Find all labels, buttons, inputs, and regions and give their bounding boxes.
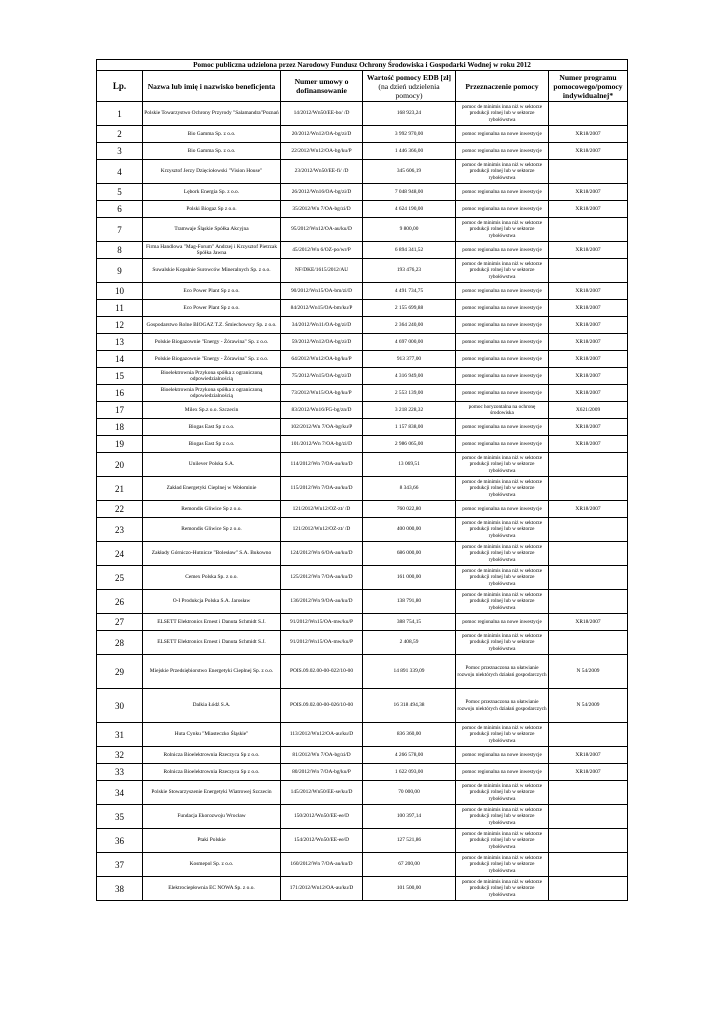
row-lp-cell: 11 xyxy=(97,300,143,317)
aid-value-cell: 3 218 228,32 xyxy=(363,402,456,419)
contract-number-cell: 171/2012/Wn12/OA-au/ku/D xyxy=(281,877,363,901)
aid-value-cell: 4 266 578,00 xyxy=(363,747,456,764)
header-beneficiary: Nazwa lub imię i nazwisko beneficjenta xyxy=(143,71,281,102)
program-number-cell: XR18/2007 xyxy=(549,317,628,334)
purpose-cell: pomoc de minimis inna niż w sektorze produkcji rolnej lub w sektorze rybołówstwa xyxy=(456,542,549,566)
program-number-cell: XR18/2007 xyxy=(549,385,628,402)
table-row xyxy=(97,566,628,590)
beneficiary-cell: Rolnicza Bioelektrownia Rzeczyca Sp z o.o. xyxy=(143,747,281,764)
aid-value-cell: 67 200,00 xyxy=(363,853,456,877)
beneficiary-cell: Zakłady Górniczo-Hutnicze "Bolesław" S.A. Bukowno xyxy=(143,542,281,566)
program-number-cell xyxy=(549,829,628,853)
purpose-cell: pomoc de minimis inna niż w sektorze produkcji rolnej lub w sektorze rybołówstwa xyxy=(456,477,549,501)
aid-value-cell: 1 157 838,00 xyxy=(363,419,456,436)
purpose-cell: pomoc regionalna na nowe inwestycje xyxy=(456,419,549,436)
document-title: Pomoc publiczna udzielona przez Narodowy Fundusz Ochrony Środowiska i Gospodarki Wodnej w roku 2012 xyxy=(97,60,628,71)
contract-number-cell: 45/2012/Wn 6/OZ-po/wr/P xyxy=(281,242,363,259)
table-row xyxy=(97,614,628,631)
purpose-cell: pomoc de minimis inna niż w sektorze produkcji rolnej lub w sektorze rybołówstwa xyxy=(456,218,549,242)
aid-document xyxy=(96,59,627,901)
contract-number-cell: 95/2012/Wn12/OA-au/ku/D xyxy=(281,218,363,242)
row-lp-cell: 12 xyxy=(97,317,143,334)
row-lp-cell: 14 xyxy=(97,351,143,368)
table-row xyxy=(97,126,628,143)
purpose-cell: pomoc de minimis inna niż w sektorze produkcji rolnej lub w sektorze rybołówstwa xyxy=(456,853,549,877)
beneficiary-cell: Lębork Energia Sp. z o.o. xyxy=(143,184,281,201)
purpose-cell: pomoc regionalna na nowe inwestycje xyxy=(456,385,549,402)
row-lp-cell: 8 xyxy=(97,242,143,259)
beneficiary-cell: Unilever Polska S.A. xyxy=(143,453,281,477)
beneficiary-cell: Remondis Gliwice Sp z o.o. xyxy=(143,501,281,518)
table-row xyxy=(97,283,628,300)
table-row xyxy=(97,436,628,453)
purpose-cell: pomoc regionalna na nowe inwestycje xyxy=(456,242,549,259)
program-number-cell: XR18/2007 xyxy=(549,126,628,143)
aid-value-cell: 2 986 065,00 xyxy=(363,436,456,453)
beneficiary-cell: Biogas East Sp z o.o. xyxy=(143,436,281,453)
program-number-cell: XR18/2007 xyxy=(549,242,628,259)
table-row xyxy=(97,542,628,566)
aid-value-cell: 4 491 734,75 xyxy=(363,283,456,300)
beneficiary-cell: Firma Handlowa "Mag-Forum" Andrzej i Krzysztof Pietrzak Spółka Jawna xyxy=(143,242,281,259)
contract-number-cell: 145/2012/Wn50/EE-se/ku/D xyxy=(281,781,363,805)
aid-value-cell: 9 800,00 xyxy=(363,218,456,242)
row-lp-cell: 24 xyxy=(97,542,143,566)
program-number-cell xyxy=(549,259,628,283)
aid-value-cell: 913 377,00 xyxy=(363,351,456,368)
table-row xyxy=(97,218,628,242)
aid-value-cell: 1 446 366,00 xyxy=(363,143,456,160)
table-row xyxy=(97,143,628,160)
table-row xyxy=(97,518,628,542)
beneficiary-cell: Tramwaje Śląskie Spółka Akcyjna xyxy=(143,218,281,242)
table-row xyxy=(97,853,628,877)
contract-number-cell: 23/2012/Wn50/EE-fi/ /D xyxy=(281,160,363,184)
table-row xyxy=(97,334,628,351)
row-lp-cell: 31 xyxy=(97,723,143,747)
beneficiary-cell: Bioelektrownia Przykona spółka z ograniczoną odpowiedzialnością xyxy=(143,385,281,402)
purpose-cell: pomoc regionalna na nowe inwestycje xyxy=(456,184,549,201)
row-lp-cell: 4 xyxy=(97,160,143,184)
contract-number-cell: POIS.09.02.00-00-022/10-00 xyxy=(281,655,363,689)
purpose-cell: pomoc de minimis inna niż w sektorze produkcji rolnej lub w sektorze rybołówstwa xyxy=(456,518,549,542)
beneficiary-cell: Zakład Energetyki Cieplnej w Wołominie xyxy=(143,477,281,501)
program-number-cell: XR18/2007 xyxy=(549,419,628,436)
row-lp-cell: 35 xyxy=(97,805,143,829)
aid-value-cell: 127 521,86 xyxy=(363,829,456,853)
aid-value-cell: 2 155 699,88 xyxy=(363,300,456,317)
row-lp-cell: 13 xyxy=(97,334,143,351)
row-lp-cell: 20 xyxy=(97,453,143,477)
beneficiary-cell: O-I Produkcja Polska S.A. Jarosław xyxy=(143,590,281,614)
beneficiary-cell: Polskie Biogazownie "Energy - Żórawina" Sp. z o.o. xyxy=(143,351,281,368)
program-number-cell xyxy=(549,723,628,747)
contract-number-cell: 26/2012/Wn16/OA-bg/zi/D xyxy=(281,184,363,201)
beneficiary-cell: Ptaki Polskie xyxy=(143,829,281,853)
aid-value-cell: 168 923,24 xyxy=(363,102,456,126)
contract-number-cell: POIS.09.02.00-00-026/10-00 xyxy=(281,689,363,723)
aid-value-cell: 100 397,14 xyxy=(363,805,456,829)
purpose-cell: pomoc de minimis inna niż w sektorze produkcji rolnej lub w sektorze rybołówstwa xyxy=(456,723,549,747)
table-row xyxy=(97,201,628,218)
contract-number-cell: 102/2012/Wn 7/OA-bg/ku/P xyxy=(281,419,363,436)
beneficiary-cell: Rolnicza Bioelektrownia Rzeczyca Sp z o.o. xyxy=(143,764,281,781)
program-number-cell: N 54/2009 xyxy=(549,655,628,689)
table-row xyxy=(97,805,628,829)
program-number-cell: XR18/2007 xyxy=(549,184,628,201)
table-row xyxy=(97,747,628,764)
table-row xyxy=(97,402,628,419)
contract-number-cell: 121/2012/Wn12/OZ-zt/ /D xyxy=(281,518,363,542)
purpose-cell: pomoc de minimis inna niż w sektorze produkcji rolnej lub w sektorze rybołówstwa xyxy=(456,566,549,590)
table-row xyxy=(97,184,628,201)
aid-value-cell: 345 606,19 xyxy=(363,160,456,184)
beneficiary-cell: Bioelektrownia Przykona spółka z ograniczoną odpowiedzialnością xyxy=(143,368,281,385)
table-row xyxy=(97,877,628,901)
contract-number-cell: 91/2012/Wn15/OA-mw/ku/P xyxy=(281,614,363,631)
purpose-cell: pomoc regionalna na nowe inwestycje xyxy=(456,747,549,764)
row-lp-cell: 33 xyxy=(97,764,143,781)
beneficiary-cell: Suwalskie Kopalnie Surowców Mineralnych Sp. z o.o. xyxy=(143,259,281,283)
beneficiary-cell: Miejskie Przedsiębiorstwo Energetyki Cieplnej Sp. z o.o. xyxy=(143,655,281,689)
row-lp-cell: 15 xyxy=(97,368,143,385)
table-row xyxy=(97,259,628,283)
contract-number-cell: 91/2012/Wn15/OA-mw/ku/P xyxy=(281,631,363,655)
contract-number-cell: 73/2012/Wn15/OA-bg/ku/P xyxy=(281,385,363,402)
row-lp-cell: 37 xyxy=(97,853,143,877)
aid-value-cell: 400 000,00 xyxy=(363,518,456,542)
contract-number-cell: 14/2012/Wn50/EE-bo/ /D xyxy=(281,102,363,126)
program-number-cell: N 54/2009 xyxy=(549,689,628,723)
program-number-cell: XR18/2007 xyxy=(549,351,628,368)
purpose-cell: pomoc regionalna na nowe inwestycje xyxy=(456,334,549,351)
program-number-cell xyxy=(549,218,628,242)
purpose-cell: pomoc de minimis inna niż w sektorze produkcji rolnej lub w sektorze rybołówstwa xyxy=(456,781,549,805)
program-number-cell: XR18/2007 xyxy=(549,143,628,160)
contract-number-cell: 150/2012/Wn50/EE-ee/D xyxy=(281,805,363,829)
program-number-cell xyxy=(549,477,628,501)
row-lp-cell: 34 xyxy=(97,781,143,805)
program-number-cell xyxy=(549,853,628,877)
beneficiary-cell: Huta Cynku "Miasteczko Śląskie" xyxy=(143,723,281,747)
beneficiary-cell: Milex Sp.z o.o. Szczecin xyxy=(143,402,281,419)
contract-number-cell: 22/2012/Wn12/OA-bg/ku/P xyxy=(281,143,363,160)
header-purpose: Przeznaczenie pomocy xyxy=(456,71,549,102)
program-number-cell: XR18/2007 xyxy=(549,614,628,631)
purpose-cell: pomoc de minimis inna niż w sektorze produkcji rolnej lub w sektorze rybołówstwa xyxy=(456,829,549,853)
program-number-cell xyxy=(549,542,628,566)
beneficiary-cell: Bio Gamma Sp. z o.o. xyxy=(143,143,281,160)
contract-number-cell: 90/2012/Wn15/OA-bm/zi/D xyxy=(281,283,363,300)
contract-number-cell: 136/2012/Wn 9/OA-au/ku/D xyxy=(281,590,363,614)
row-lp-cell: 7 xyxy=(97,218,143,242)
header-contract-number: Numer umowy o dofinansowanie xyxy=(281,71,363,102)
table-row xyxy=(97,102,628,126)
table-row xyxy=(97,655,628,689)
row-lp-cell: 17 xyxy=(97,402,143,419)
aid-value-cell: 7 048 948,00 xyxy=(363,184,456,201)
purpose-cell: pomoc horyzontalna na ochronę środowiska xyxy=(456,402,549,419)
program-number-cell xyxy=(549,453,628,477)
row-lp-cell: 2 xyxy=(97,126,143,143)
aid-value-cell: 8 343,66 xyxy=(363,477,456,501)
contract-number-cell: 101/2012/Wn 7/OA-bg/zi/D xyxy=(281,436,363,453)
program-number-cell xyxy=(549,566,628,590)
aid-value-cell: 836 360,00 xyxy=(363,723,456,747)
row-lp-cell: 32 xyxy=(97,747,143,764)
header-aid-value xyxy=(363,71,456,102)
beneficiary-cell: Polskie Towarzystwo Ochrony Przyrody "Salamandra"Poznań xyxy=(143,102,281,126)
beneficiary-cell: Gospodarstwo Rolne BIOGAZ T.Z. Śmiechowscy Sp. z o.o. xyxy=(143,317,281,334)
aid-value-cell: 6 894 341,52 xyxy=(363,242,456,259)
aid-value-cell: 1 622 093,00 xyxy=(363,764,456,781)
table-row xyxy=(97,453,628,477)
program-number-cell xyxy=(549,805,628,829)
row-lp-cell: 22 xyxy=(97,501,143,518)
purpose-cell: pomoc de minimis inna niż w sektorze produkcji rolnej lub w sektorze rybołówstwa xyxy=(456,453,549,477)
row-lp-cell: 30 xyxy=(97,689,143,723)
contract-number-cell: 154/2012/Wn50/EE-ee/D xyxy=(281,829,363,853)
contract-number-cell: 124/2012/Wn 6/OA-au/ku/D xyxy=(281,542,363,566)
row-lp-cell: 27 xyxy=(97,614,143,631)
beneficiary-cell: Dalkia Łódź S.A. xyxy=(143,689,281,723)
purpose-cell: pomoc de minimis inna niż w sektorze produkcji rolnej lub w sektorze rybołówstwa xyxy=(456,631,549,655)
program-number-cell xyxy=(549,781,628,805)
program-number-cell xyxy=(549,590,628,614)
row-lp-cell: 26 xyxy=(97,590,143,614)
row-lp-cell: 29 xyxy=(97,655,143,689)
table-row xyxy=(97,590,628,614)
table-row xyxy=(97,368,628,385)
row-lp-cell: 25 xyxy=(97,566,143,590)
beneficiary-cell: Eco Power Plant Sp z o.o. xyxy=(143,283,281,300)
beneficiary-cell: Remondis Gliwice Sp z o.o. xyxy=(143,518,281,542)
contract-number-cell: 75/2012/Wn15/OA-bg/zi/D xyxy=(281,368,363,385)
row-lp-cell: 19 xyxy=(97,436,143,453)
row-lp-cell: 3 xyxy=(97,143,143,160)
row-lp-cell: 10 xyxy=(97,283,143,300)
row-lp-cell: 36 xyxy=(97,829,143,853)
table-row xyxy=(97,829,628,853)
aid-value-cell: 686 000,00 xyxy=(363,542,456,566)
aid-value-cell: 16 318 494,38 xyxy=(363,689,456,723)
purpose-cell: pomoc de minimis inna niż w sektorze produkcji rolnej lub w sektorze rybołówstwa xyxy=(456,259,549,283)
purpose-cell: pomoc de minimis inna niż w sektorze produkcji rolnej lub w sektorze rybołówstwa xyxy=(456,102,549,126)
program-number-cell xyxy=(549,877,628,901)
table-row xyxy=(97,300,628,317)
row-lp-cell: 6 xyxy=(97,201,143,218)
row-lp-cell: 38 xyxy=(97,877,143,901)
purpose-cell: pomoc regionalna na nowe inwestycje xyxy=(456,201,549,218)
header-program-number: Numer programu pomocowego/pomocy indywidualnej* xyxy=(549,71,628,102)
purpose-cell: pomoc regionalna na nowe inwestycje xyxy=(456,317,549,334)
table-row xyxy=(97,419,628,436)
table-row xyxy=(97,781,628,805)
beneficiary-cell: Fundacja Ekorozwoju Wrocław xyxy=(143,805,281,829)
purpose-cell: pomoc regionalna na nowe inwestycje xyxy=(456,436,549,453)
contract-number-cell: 121/2012/Wn12/OZ-zt/ /D xyxy=(281,501,363,518)
contract-number-cell: 80/2012/Wn 7/OA-bg/ku/P xyxy=(281,764,363,781)
row-lp-cell: 1 xyxy=(97,102,143,126)
aid-value-cell: 2 408,59 xyxy=(363,631,456,655)
program-number-cell xyxy=(549,102,628,126)
aid-value-cell: 2 364 240,00 xyxy=(363,317,456,334)
contract-number-cell: 84/2012/Wn15/OA-bm/ku/P xyxy=(281,300,363,317)
beneficiary-cell: Polskie Stowarzyszenie Energetyki Wiatrowej Szczecin xyxy=(143,781,281,805)
beneficiary-cell: Kosmepol Sp. z o.o. xyxy=(143,853,281,877)
aid-value-cell: 161 000,00 xyxy=(363,566,456,590)
aid-value-cell: 70 000,00 xyxy=(363,781,456,805)
aid-value-cell: 14 891 339,09 xyxy=(363,655,456,689)
table-row xyxy=(97,351,628,368)
purpose-cell: pomoc regionalna na nowe inwestycje xyxy=(456,126,549,143)
purpose-cell: pomoc de minimis inna niż w sektorze produkcji rolnej lub w sektorze rybołówstwa xyxy=(456,877,549,901)
row-lp-cell: 9 xyxy=(97,259,143,283)
contract-number-cell: 59/2012/Wn12/OA-bg/zi/D xyxy=(281,334,363,351)
aid-table xyxy=(96,59,628,901)
header-aid-value-note: (na dzień udzielenia pomocy) xyxy=(378,81,440,100)
aid-value-cell: 101 500,00 xyxy=(363,877,456,901)
contract-number-cell: 114/2012/Wn 7/OA-au/ku/D xyxy=(281,453,363,477)
purpose-cell: pomoc regionalna na nowe inwestycje xyxy=(456,300,549,317)
purpose-cell: pomoc regionalna na nowe inwestycje xyxy=(456,501,549,518)
purpose-cell: pomoc regionalna na nowe inwestycje xyxy=(456,614,549,631)
program-number-cell xyxy=(549,160,628,184)
row-lp-cell: 21 xyxy=(97,477,143,501)
beneficiary-cell: Polskie Biogazownie "Energy - Żórawina" Sp. z o.o. xyxy=(143,334,281,351)
table-row xyxy=(97,160,628,184)
purpose-cell: Pomoc przeznaczona na ułatwianie rozwoju niektórych działań gospodarczych xyxy=(456,689,549,723)
purpose-cell: pomoc de minimis inna niż w sektorze produkcji rolnej lub w sektorze rybołówstwa xyxy=(456,805,549,829)
purpose-cell: Pomoc przeznaczona na ułatwianie rozwoju niektórych działań gospodarczych xyxy=(456,655,549,689)
beneficiary-cell: ELSETT Elektronics Ernest i Danuta Schmidt S.J. xyxy=(143,631,281,655)
beneficiary-cell: Bio Gamma Sp. z o.o. xyxy=(143,126,281,143)
table-row xyxy=(97,631,628,655)
program-number-cell: XR18/2007 xyxy=(549,436,628,453)
contract-number-cell: 81/2012/Wn 7/OA-bg/zi/D xyxy=(281,747,363,764)
contract-number-cell: 125/2012/Wn 7/OA-au/ku/D xyxy=(281,566,363,590)
purpose-cell: pomoc regionalna na nowe inwestycje xyxy=(456,764,549,781)
purpose-cell: pomoc de minimis inna niż w sektorze produkcji rolnej lub w sektorze rybołówstwa xyxy=(456,590,549,614)
aid-value-cell: 388 754,15 xyxy=(363,614,456,631)
purpose-cell: pomoc regionalna na nowe inwestycje xyxy=(456,351,549,368)
aid-value-cell: 138 791,80 xyxy=(363,590,456,614)
table-row xyxy=(97,242,628,259)
table-row xyxy=(97,764,628,781)
purpose-cell: pomoc regionalna na nowe inwestycje xyxy=(456,143,549,160)
aid-value-cell: 3 992 970,00 xyxy=(363,126,456,143)
header-lp: Lp. xyxy=(97,71,143,102)
header-aid-value-title: Wartość pomocy EDB [zł] xyxy=(366,72,452,82)
program-number-cell: XR18/2007 xyxy=(549,368,628,385)
program-number-cell: XR18/2007 xyxy=(549,764,628,781)
contract-number-cell: NF/DKE/1615/2012/AU xyxy=(281,259,363,283)
row-lp-cell: 18 xyxy=(97,419,143,436)
beneficiary-cell: Krzysztof Jerzy Dzięciołowski "Vision House" xyxy=(143,160,281,184)
contract-number-cell: 115/2012/Wn 7/OA-au/ku/D xyxy=(281,477,363,501)
program-number-cell: XR18/2007 xyxy=(549,501,628,518)
contract-number-cell: 160/2012/Wn 7/OA-au/ku/D xyxy=(281,853,363,877)
beneficiary-cell: Elektrociepłownia EC NOWA Sp. z o.o. xyxy=(143,877,281,901)
purpose-cell: pomoc de minimis inna niż w sektorze produkcji rolnej lub w sektorze rybołówstwa xyxy=(456,160,549,184)
program-number-cell: XR18/2007 xyxy=(549,300,628,317)
program-number-cell: XR18/2007 xyxy=(549,334,628,351)
program-number-cell xyxy=(549,518,628,542)
program-number-cell: X621/2009 xyxy=(549,402,628,419)
purpose-cell: pomoc regionalna na nowe inwestycje xyxy=(456,368,549,385)
beneficiary-cell: Polski Biogaz Sp z o.o. xyxy=(143,201,281,218)
program-number-cell xyxy=(549,631,628,655)
program-number-cell: XR18/2007 xyxy=(549,201,628,218)
program-number-cell: XR18/2007 xyxy=(549,283,628,300)
aid-value-cell: 4 697 000,00 xyxy=(363,334,456,351)
beneficiary-cell: ELSETT Elektronics Ernest i Danuta Schmidt S.J. xyxy=(143,614,281,631)
table-row xyxy=(97,477,628,501)
table-row xyxy=(97,501,628,518)
aid-value-cell: 2 553 139,00 xyxy=(363,385,456,402)
table-row xyxy=(97,317,628,334)
row-lp-cell: 16 xyxy=(97,385,143,402)
row-lp-cell: 23 xyxy=(97,518,143,542)
table-row xyxy=(97,385,628,402)
aid-value-cell: 760 022,80 xyxy=(363,501,456,518)
aid-value-cell: 4 316 949,00 xyxy=(363,368,456,385)
contract-number-cell: 35/2012/Wn 7/OA-bg/zi/D xyxy=(281,201,363,218)
table-row xyxy=(97,689,628,723)
beneficiary-cell: Eco Power Plant Sp z o.o. xyxy=(143,300,281,317)
purpose-cell: pomoc regionalna na nowe inwestycje xyxy=(456,283,549,300)
aid-value-cell: 4 624 190,00 xyxy=(363,201,456,218)
beneficiary-cell: Biogas East Sp z o.o. xyxy=(143,419,281,436)
contract-number-cell: 34/2012/Wn11/OA-bg/zi/D xyxy=(281,317,363,334)
table-row xyxy=(97,723,628,747)
program-number-cell: XR18/2007 xyxy=(549,747,628,764)
beneficiary-cell: Cemex Polska Sp. z o.o. xyxy=(143,566,281,590)
contract-number-cell: 64/2012/Wn12/OA-bg/ku/P xyxy=(281,351,363,368)
contract-number-cell: 20/2012/Wn12/OA-bg/zi/D xyxy=(281,126,363,143)
contract-number-cell: 83/2012/Wn16/FG-bg/zn/D xyxy=(281,402,363,419)
aid-value-cell: 193 476,23 xyxy=(363,259,456,283)
contract-number-cell: 113/2012/Wn12/OA-au/ku/D xyxy=(281,723,363,747)
row-lp-cell: 5 xyxy=(97,184,143,201)
aid-value-cell: 13 069,51 xyxy=(363,453,456,477)
table-body xyxy=(97,102,628,901)
row-lp-cell: 28 xyxy=(97,631,143,655)
